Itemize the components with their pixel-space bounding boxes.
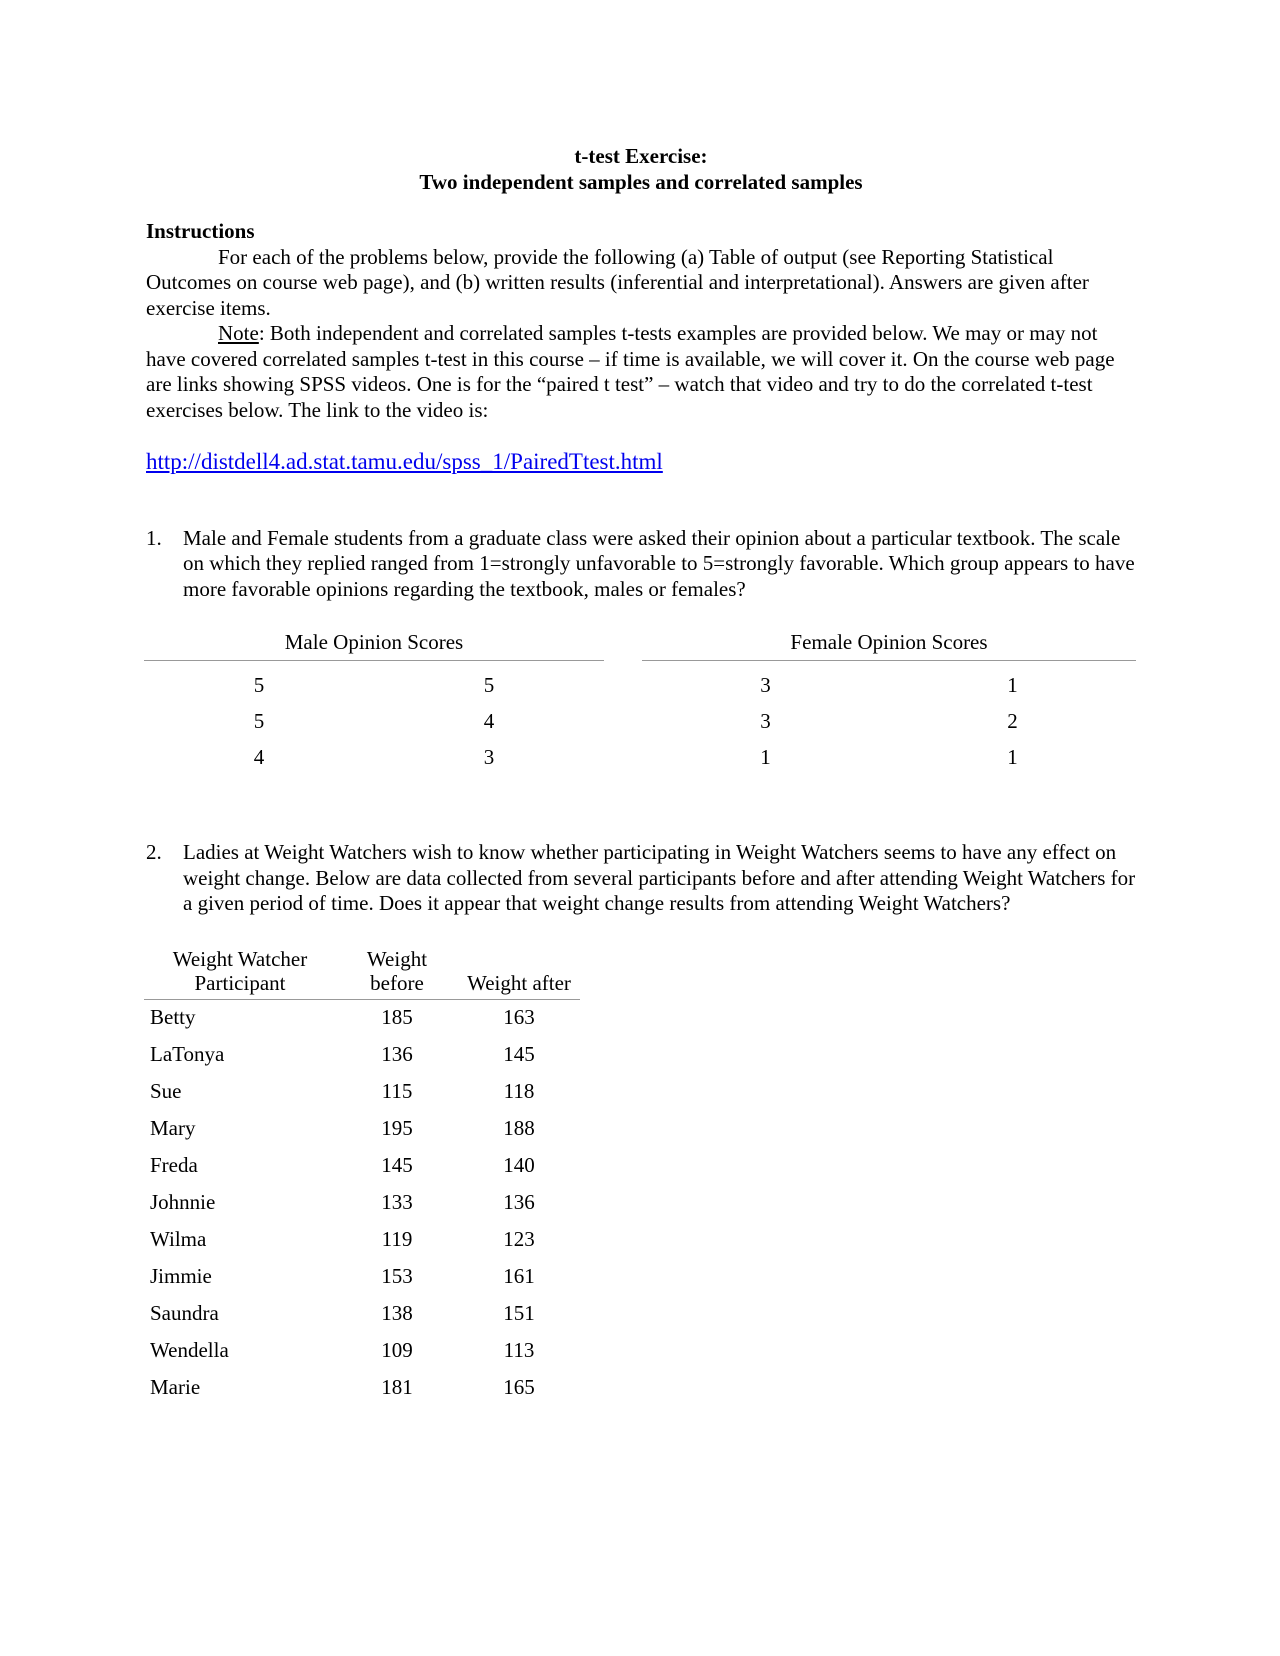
title-line-2: Two independent samples and correlated samples [419,169,863,194]
title-line-1: t-test Exercise: [574,144,708,168]
weight-after-cell: 163 [503,1005,535,1030]
participant-name-cell: Wilma [150,1227,207,1252]
participant-name-cell: Marie [150,1375,201,1400]
participant-name-cell: Sue [150,1079,182,1104]
question-1 [146,526,1136,603]
weight-after-cell: 136 [503,1190,535,1215]
table-row [144,1222,580,1259]
participant-name-cell: LaTonya [150,1042,225,1067]
weight-before-cell: 119 [381,1227,413,1252]
table-row [144,1148,580,1185]
weight-table-body [144,999,580,1407]
note-label: Note [218,321,259,345]
weight-after-cell: 161 [503,1264,535,1289]
weight-before-cell: 115 [381,1079,413,1104]
weight-before-cell: 133 [381,1190,413,1215]
participant-name-cell: Betty [150,1005,196,1030]
participant-name-cell: Johnnie [150,1190,216,1215]
weight-before-cell: 145 [381,1153,413,1178]
opinion-scores-table [146,630,1136,790]
weight-before-cell: 138 [381,1301,413,1326]
question-2 [146,840,1136,917]
question-2-text: Ladies at Weight Watchers wish to know whether participating in Weight Watchers seems to have any effect on weight change. Below are data collected from several participants before and after attending Weight Watchers for a given period of time. Does it appear that weight change results from attending Weight Watchers? [183,840,1136,915]
female-score-cell: 3 [760,672,771,697]
participant-name-cell: Mary [150,1116,196,1141]
weight-after-cell: 165 [503,1375,535,1400]
male-score-cell: 4 [253,744,265,769]
table-row [144,1037,580,1074]
participant-name-cell: Wendella [150,1338,229,1363]
paired-ttest-video-link[interactable]: http://distdell4.ad.stat.tamu.edu/spss_1/PairedTtest.html [146,449,663,474]
table-header-row [144,947,580,1000]
male-opinion-group [144,630,604,775]
female-score-cell: 1 [760,744,771,769]
weight-before-cell: 136 [381,1042,413,1067]
female-score-cell: 3 [760,708,771,733]
question-1-number: 1. [146,525,162,550]
male-opinion-header: Male Opinion Scores [144,630,604,661]
question-2-number: 2. [146,840,162,864]
instructions-paragraph: For each of the problems below, provide the following (a) Table of output (see Reporting Statistical Outcomes on course web page), and (b) written results (inferential and interpretational). Answers are given after exercise items. [146,244,1089,320]
participant-name-cell: Saundra [150,1301,219,1326]
male-score-cell: 5 [253,708,265,733]
weight-watchers-table [144,947,580,1407]
column-header-weight-after: Weight after [458,947,580,1000]
male-score-cell: 4 [483,708,495,733]
table-row [144,1111,580,1148]
weight-before-cell: 181 [381,1375,413,1400]
note-paragraph [146,321,1136,423]
participant-name-cell: Jimmie [150,1264,212,1289]
weight-before-cell: 185 [381,1005,413,1030]
weight-after-cell: 145 [503,1042,535,1067]
weight-after-cell: 151 [503,1301,535,1326]
table-row [144,1259,580,1296]
male-score-cell: 5 [483,672,495,697]
male-score-cell: 3 [483,744,495,769]
male-score-cell: 5 [253,672,265,697]
female-opinion-header: Female Opinion Scores [642,630,1136,661]
weight-before-cell: 195 [381,1116,413,1141]
table-row [144,1370,580,1407]
female-score-cell: 1 [1007,672,1018,697]
question-1-text: Male and Female students from a graduate class were asked their opinion about a particular textbook. The scale on which they replied ranged from 1=strongly unfavorable to 5=strongly favorable. Which group appears to have more favorable opinions regarding the textbook, males or females? [183,525,1135,601]
weight-after-cell: 113 [503,1338,535,1363]
weight-before-cell: 109 [381,1338,413,1363]
column-header-weight-before: Weight before [336,947,458,1000]
weight-after-cell: 188 [503,1116,535,1141]
table-row [144,1296,580,1333]
table-row [144,1333,580,1370]
female-opinion-grid [642,667,1136,775]
note-text: : Both independent and correlated samples t-tests examples are provided below. We may or may not have covered correlated samples t-test in this course – if time is available, we will cover it. On the course web page are links showing SPSS videos. One is for the “paired t test” – watch that video and try to do the correlated t-test exercises below. The link to the video is: [146,321,1115,422]
female-score-cell: 2 [1007,708,1018,733]
column-header-participant: Weight Watcher Participant [144,947,336,1000]
weight-before-cell: 153 [381,1264,413,1289]
weight-after-cell: 123 [503,1227,535,1252]
table-row [144,1074,580,1111]
male-opinion-grid [144,667,604,775]
table-row [144,999,580,1037]
female-score-cell: 1 [1007,744,1018,769]
weight-after-cell: 140 [503,1153,535,1178]
participant-name-cell: Freda [150,1153,198,1178]
document-page [146,144,1136,1407]
female-opinion-group [642,630,1136,775]
weight-after-cell: 118 [503,1079,535,1104]
table-row [144,1185,580,1222]
instructions-heading: Instructions [146,219,255,243]
